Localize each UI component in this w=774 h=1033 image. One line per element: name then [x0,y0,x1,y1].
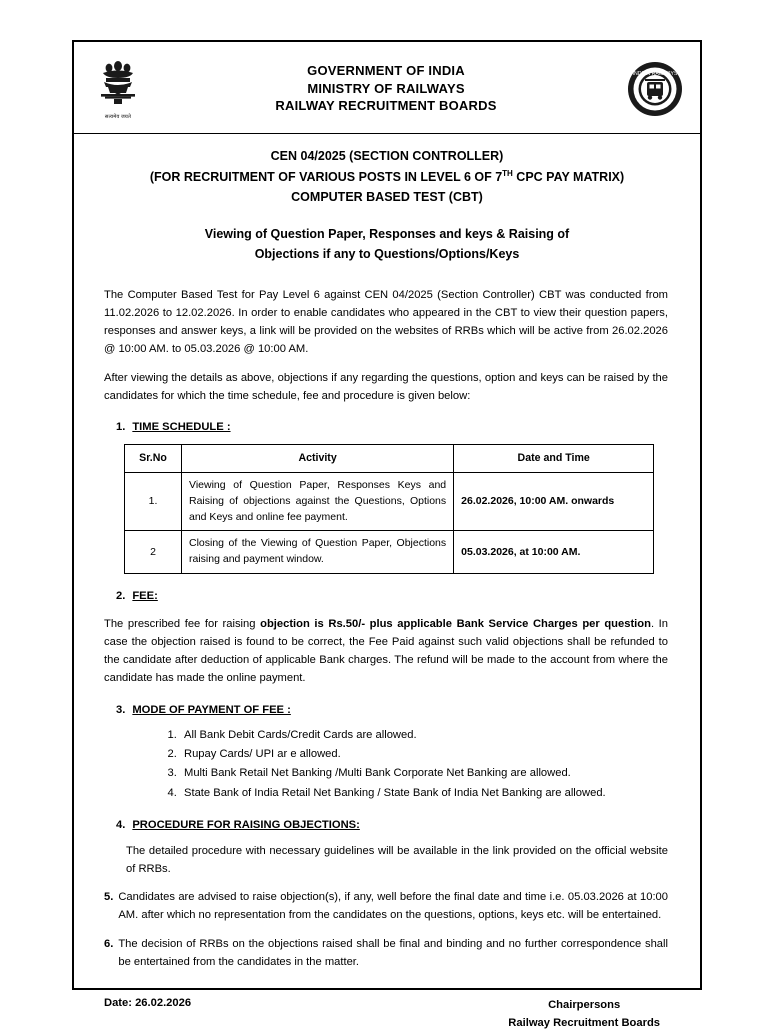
header-titles [148,62,624,115]
list-item: 1. All Bank Debit Cards/Credit Cards are allowed. [180,726,668,745]
section-3-title: MODE OF PAYMENT OF FEE : [132,703,291,716]
table-row [125,531,654,574]
header-line-1: GOVERNMENT OF INDIA [307,63,465,79]
recruitment-title-a: (FOR RECRUITMENT OF VARIOUS POSTS IN LEVEL 6 OF 7 [149,169,503,184]
document-body [74,270,700,971]
intro-paragraph-2: After viewing the details as above, objections if any regarding the questions, option and keys can be raised by the candidates for which the time schedule, fee and procedure is given below: [104,371,668,402]
recruitment-title-sup: TH [502,168,513,178]
row-2-srno: 2 [125,531,182,574]
list-item: 2. Rupay Cards/ UPI ar e allowed. [180,745,668,764]
section-1-heading [104,418,668,436]
section-6-text: The decision of RRBs on the objections raised shall be final and binding and no further correspondence shall be entertained from the candidates in the matter. [118,937,668,968]
section-2-heading [104,587,668,605]
section-2-title: FEE: [132,589,158,602]
rail-logo-text: INDIAN RAILWAYS [632,70,678,77]
header-line-2: MINISTRY OF RAILWAYS [307,80,465,96]
emblem-caption: सत्यमेव जयते [104,114,132,120]
signature-line-2: Railway Recruitment Boards [508,1016,660,1029]
recruitment-title-b: CPC PAY MATRIX) [512,169,625,184]
notice-document [72,40,702,1029]
cen-title: CEN 04/2025 (SECTION CONTROLLER) [270,149,504,163]
section-5-text: Candidates are advised to raise objection(s), if any, well before the final date and time i.e. 05.03.2026 at 10:00 AM. after which no representation from the candidates on the questions, options, keys etc. will be entertained. [118,891,668,922]
section-4-number: 4. [116,818,126,831]
section-5-paragraph [104,888,668,924]
fee-text-b: . In case the objection raised is found to be correct, the Fee Paid against such valid objections shall be refunded to the candidate after deduction of applicable Bank charges. The refund will be made to the account from where the candidate has made the online payment. [104,618,669,685]
fee-amount-text: objection is Rs.50/- plus applicable Bank Service Charges per question [260,618,651,631]
row-1-activity: Viewing of Question Paper, Responses Keys and Raising of objections against the Questions, Options and Keys and online fee payment. [182,473,454,531]
section-4-paragraph: The detailed procedure with necessary guidelines will be available in the link provided on the official website of RRBs. [126,844,668,876]
column-header-activity: Activity [182,445,454,473]
section-6-paragraph [104,935,668,971]
row-2-datetime: 05.03.2026, at 10:00 AM. [454,531,654,574]
section-3-number: 3. [116,703,126,716]
header-line-3: RAILWAY RECRUITMENT BOARDS [275,98,497,114]
section-1-title: TIME SCHEDULE : [132,420,231,433]
section-2-paragraph [104,615,668,688]
document-subtitle [74,210,700,270]
section-6-number: 6. [104,937,114,950]
list-item: 3. Multi Bank Retail Net Banking /Multi Bank Corporate Net Banking are allowed. [180,764,668,783]
row-1-datetime: 26.02.2026, 10:00 AM. onwards [454,473,654,531]
column-header-srno: Sr.No [125,445,182,473]
time-schedule-table [124,444,654,574]
section-4-title: PROCEDURE FOR RAISING OBJECTIONS: [132,818,360,831]
recruitment-title [92,167,682,188]
section-4-heading [104,816,668,834]
section-3-heading [104,701,668,719]
list-item: 4. State Bank of India Retail Net Banking / State Bank of India Net Banking are allowed. [180,784,668,803]
section-2-number: 2. [116,589,126,602]
subtitle-line-2: Objections if any to Questions/Options/Keys [254,247,520,262]
document-title-block [74,134,700,210]
intro-paragraph-1: The Computer Based Test for Pay Level 6 against CEN 04/2025 (Section Controller) CBT was conducted from 11.02.2026 to 12.02.2026. In order to enable candidates who appeared in the CBT to view their question papers, responses and answer keys, a link will be provided on the websites of RRBs which will be active from 26.02.2026 @ 10:00 AM. to 05.03.2026 @ 10:00 AM. [104,289,668,356]
cbt-title: COMPUTER BASED TEST (CBT) [291,190,483,205]
table-header-row [125,445,654,473]
footer-date: Date: 26.02.2026 [104,996,192,1009]
document-footer [74,971,700,1033]
row-1-srno: 1. [125,473,182,531]
national-emblem-icon [88,57,148,120]
fee-text-a: The prescribed fee for raising [104,618,261,631]
section-5-number: 5. [104,891,114,904]
indian-railways-logo-icon [624,58,686,120]
footer-signature [508,997,660,1033]
signature-line-1: Chairpersons [548,998,621,1011]
payment-modes-list [104,726,668,803]
column-header-datetime: Date and Time [454,445,654,473]
table-row [125,473,654,531]
document-header [74,42,700,134]
subtitle-line-1: Viewing of Question Paper, Responses and keys & Raising of [204,227,570,242]
section-1-number: 1. [116,420,126,433]
row-2-activity: Closing of the Viewing of Question Paper, Objections raising and payment window. [182,531,454,574]
